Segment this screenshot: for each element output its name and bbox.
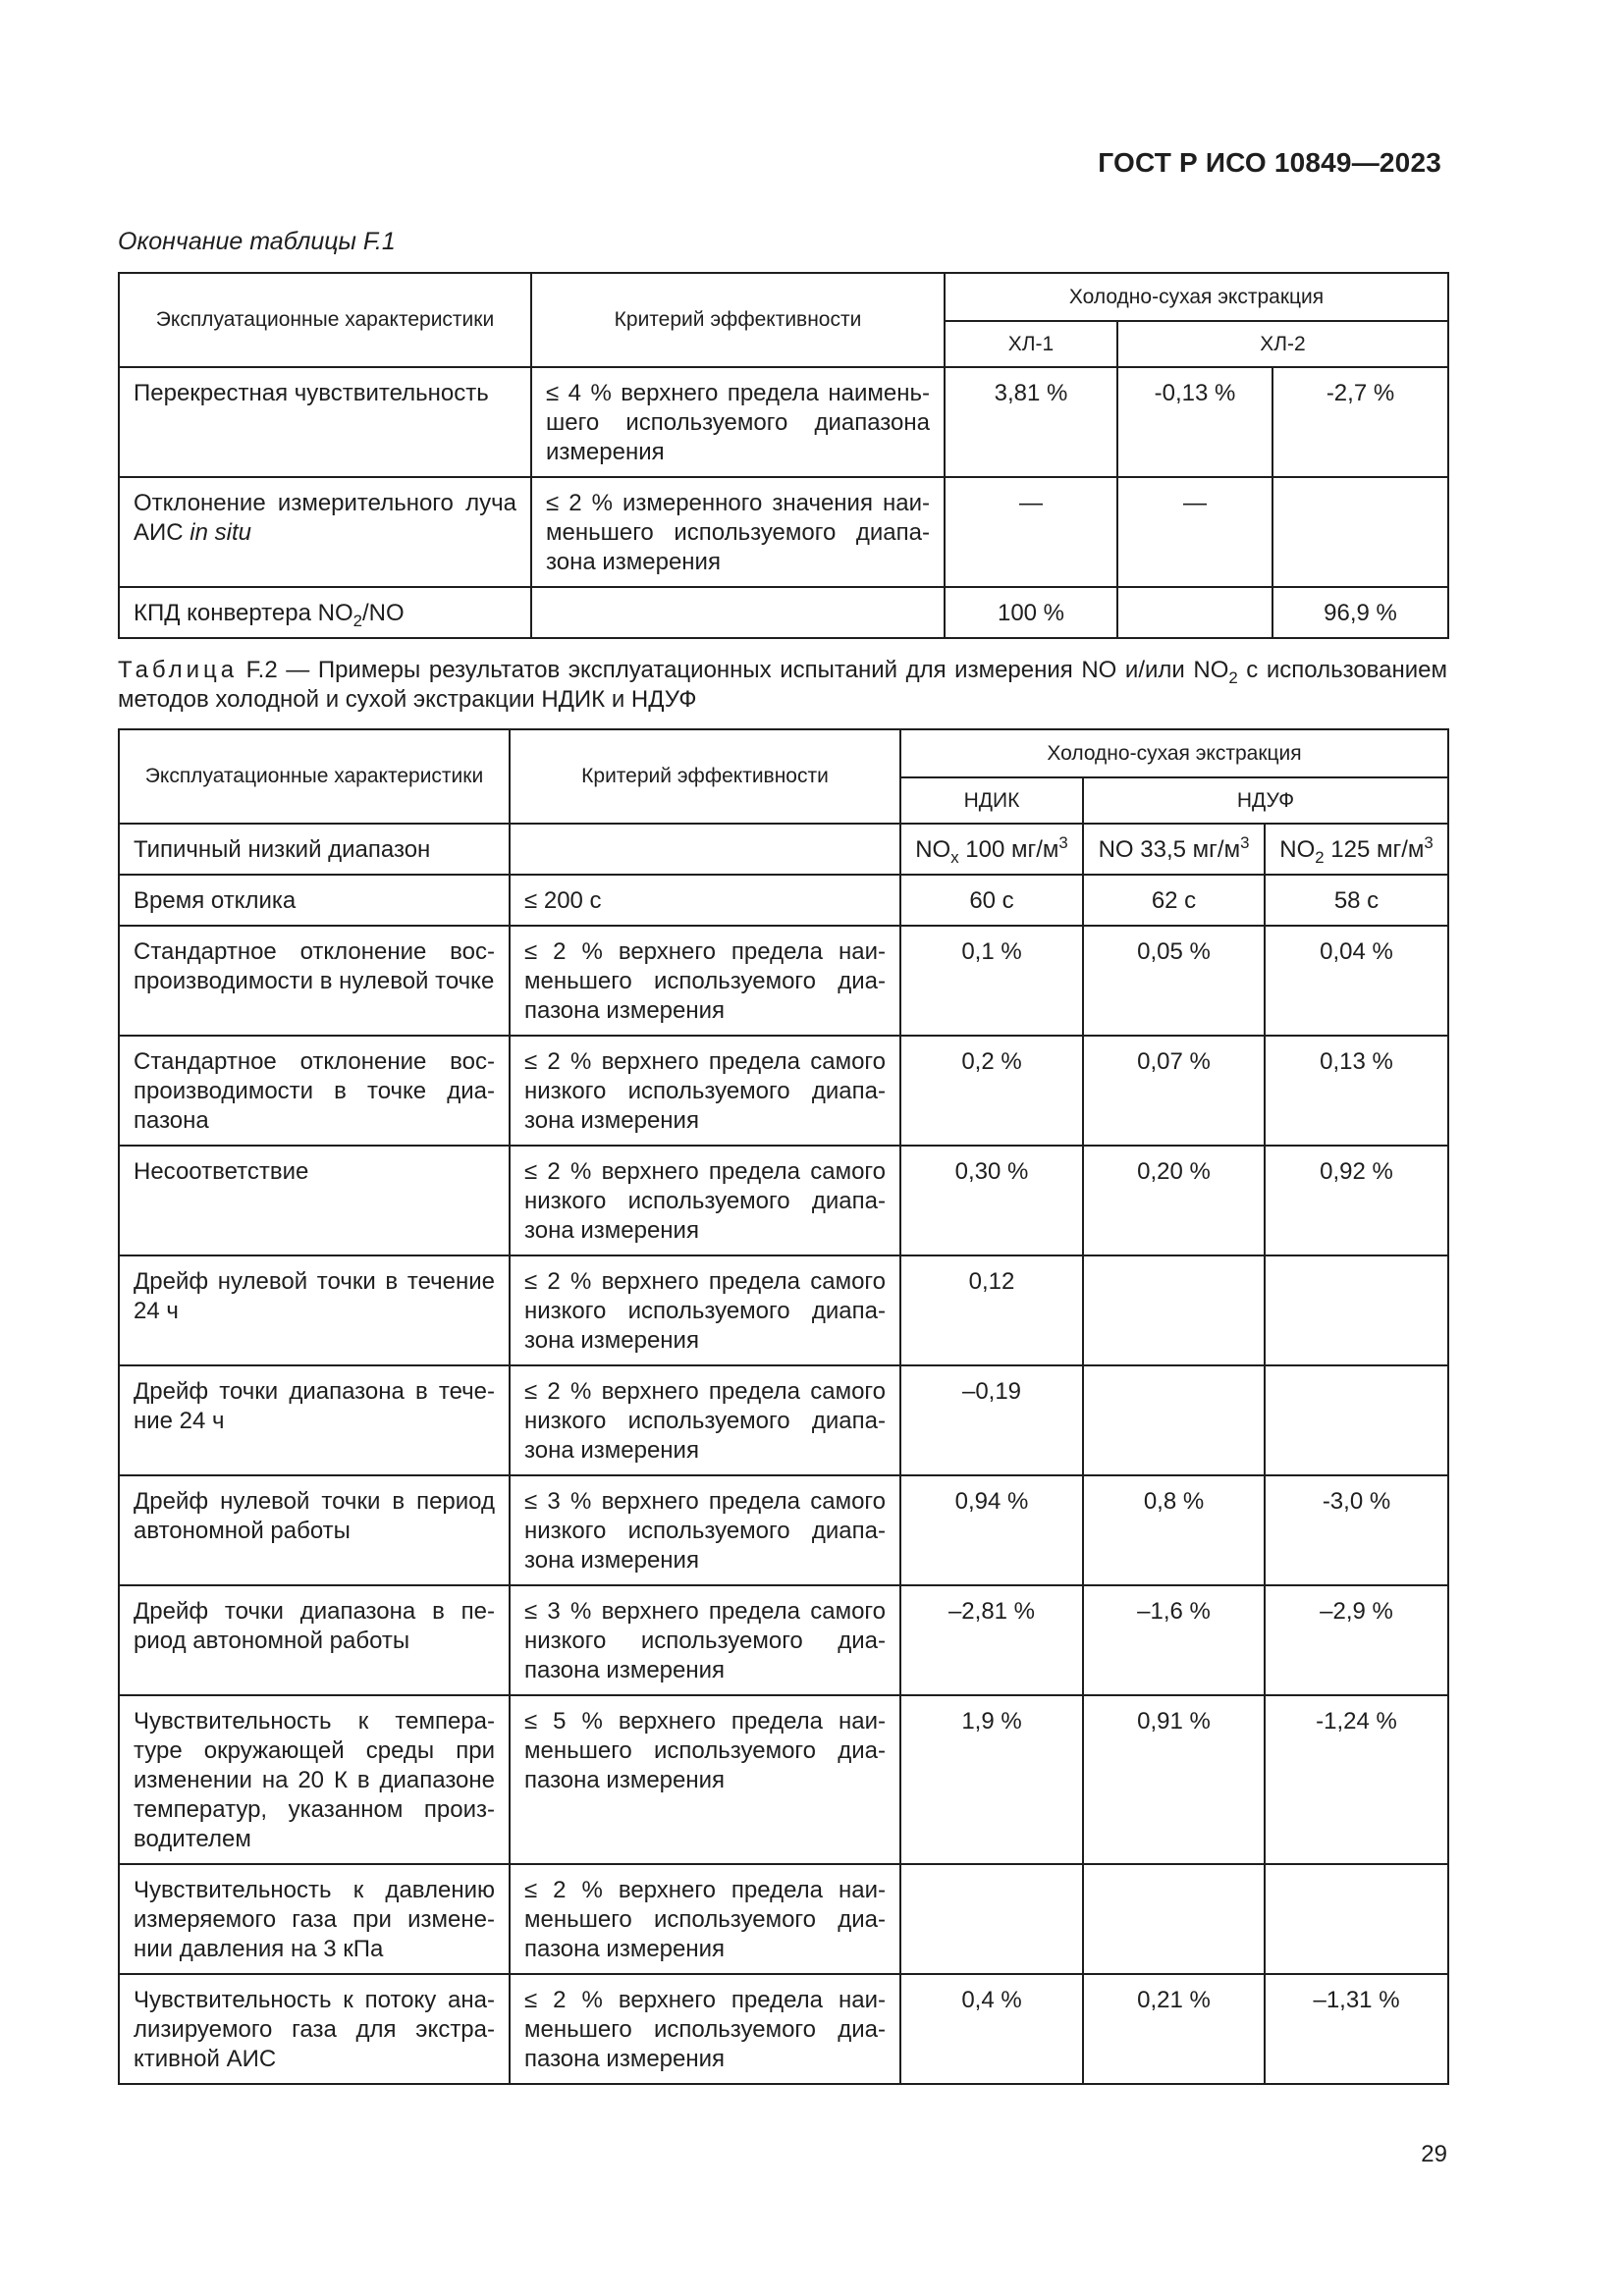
row-name: Несоответствие [119, 1146, 510, 1255]
row-value: -1,24 % [1265, 1695, 1448, 1864]
row-value: 0,94 % [900, 1475, 1083, 1585]
header-sub1: НДИК [900, 777, 1083, 824]
row-criterion [510, 824, 900, 875]
table-row [119, 1695, 1448, 1864]
row-value: 0,07 % [1083, 1036, 1265, 1146]
row-criterion: ≤ 4 % верхнего предела наименьшего используемого диапазона измерения [531, 367, 945, 477]
table-row [119, 926, 1448, 1036]
row-value: 0,12 [900, 1255, 1083, 1365]
row-value [1117, 587, 1272, 638]
row-value [1265, 1365, 1448, 1475]
row-value: 58 с [1265, 875, 1448, 926]
row-value: 0,92 % [1265, 1146, 1448, 1255]
table-f2-caption: Таблица F.2 — Примеры результатов эксплуатационных испытаний для измерения NO и/или $NO_2$ с использованием методов холодной и сухой экстракции НДИК и НДУФ [118, 657, 1448, 713]
row-value [1083, 1864, 1265, 1974]
row-value: –2,9 % [1265, 1585, 1448, 1695]
row-name: Чувствительность к температуре окружающей среды при изменении на 20 К в диапазоне температур, указанном производителем [119, 1695, 510, 1864]
row-criterion: ≤ 2 % верхнего предела самого низкого используемого диапазона измерения [510, 1255, 900, 1365]
row-value [1083, 1365, 1265, 1475]
row-criterion: ≤ 2 % верхнего предела наименьшего используемого диапазона измерения [510, 926, 900, 1036]
row-criterion: ≤ 2 % верхнего предела самого низкого используемого диапазона измерения [510, 1036, 900, 1146]
row-value: 0,21 % [1083, 1974, 1265, 2084]
page-number: 29 [1421, 2141, 1447, 2167]
table-f2 [118, 728, 1449, 2085]
row-name: Перекрестная чувствительность [119, 367, 531, 477]
row-value: 0,04 % [1265, 926, 1448, 1036]
row-name: КПД конвертера $NO_2/NO$ [119, 587, 531, 638]
table-row [119, 1365, 1448, 1475]
header-sub1: ХЛ-1 [945, 321, 1117, 367]
table-row [119, 367, 1448, 477]
row-value: $NO_2$ 125 $мг/м^3$ [1265, 824, 1448, 875]
header-criterion: Критерий эффективности [510, 729, 900, 824]
row-criterion: ≤ 3 % верхнего предела самого низкого используемого диапазона измерения [510, 1585, 900, 1695]
row-value: 0,30 % [900, 1146, 1083, 1255]
row-value [1272, 477, 1448, 587]
table-row [119, 477, 1448, 587]
row-criterion: ≤ 5 % верхнего предела наименьшего используемого диапазона измерения [510, 1695, 900, 1864]
row-value: –1,31 % [1265, 1974, 1448, 2084]
row-value: 0,8 % [1083, 1475, 1265, 1585]
row-value [1265, 1864, 1448, 1974]
header-group: Холодно-сухая экстракция [945, 273, 1448, 321]
row-value: 0,13 % [1265, 1036, 1448, 1146]
row-name: Дрейф точки диапазона в период автономной работы [119, 1585, 510, 1695]
table-row [119, 1146, 1448, 1255]
row-criterion: ≤ 2 % верхнего предела самого низкого используемого диапазона измерения [510, 1146, 900, 1255]
row-value: 0,1 % [900, 926, 1083, 1036]
row-criterion: ≤ 2 % измеренного значения наименьшего используемого диапазона измерения [531, 477, 945, 587]
row-value: — [945, 477, 1117, 587]
row-value: 0,20 % [1083, 1146, 1265, 1255]
row-name: Время отклика [119, 875, 510, 926]
row-criterion: ≤ 200 с [510, 875, 900, 926]
row-name: Чувствительность к потоку анализируемого газа для экстрактивной АИС [119, 1974, 510, 2084]
header-sub2: НДУФ [1083, 777, 1448, 824]
table-row [119, 824, 1448, 875]
row-value [900, 1864, 1083, 1974]
row-name: Дрейф нулевой точки в течение 24 ч [119, 1255, 510, 1365]
table-row [119, 875, 1448, 926]
row-name: Стандартное отклонение воспроизводимости в нулевой точке [119, 926, 510, 1036]
table-row [119, 1255, 1448, 1365]
header-group: Холодно-сухая экстракция [900, 729, 1448, 777]
table-row [119, 1974, 1448, 2084]
header-criterion: Критерий эффективности [531, 273, 945, 367]
row-value: 96,9 % [1272, 587, 1448, 638]
row-value: -2,7 % [1272, 367, 1448, 477]
table-f1-end [118, 272, 1449, 639]
header-characteristics: Эксплуатационные характеристики [119, 729, 510, 824]
row-value: NO 33,5 $мг/м^3$ [1083, 824, 1265, 875]
table-row [119, 1036, 1448, 1146]
row-name: Чувствительность к давлению измеряемого газа при изменении давления на 3 кПа [119, 1864, 510, 1974]
row-value: 3,81 % [945, 367, 1117, 477]
row-criterion: ≤ 2 % верхнего предела наименьшего используемого диапазона измерения [510, 1864, 900, 1974]
row-name: Отклонение измерительного луча АИС in situ [119, 477, 531, 587]
row-value: 1,9 % [900, 1695, 1083, 1864]
row-value [1083, 1255, 1265, 1365]
row-value: 100 % [945, 587, 1117, 638]
row-value: 0,91 % [1083, 1695, 1265, 1864]
table-continuation-label: Окончание таблицы F.1 [118, 228, 396, 255]
row-value: –1,6 % [1083, 1585, 1265, 1695]
table-row [119, 1864, 1448, 1974]
table-row [119, 1585, 1448, 1695]
row-value: 0,05 % [1083, 926, 1265, 1036]
row-value [1265, 1255, 1448, 1365]
table-row [119, 587, 1448, 638]
header-sub2: ХЛ-2 [1117, 321, 1448, 367]
header-characteristics: Эксплуатационные характеристики [119, 273, 531, 367]
row-name: Типичный низкий диапазон [119, 824, 510, 875]
row-criterion: ≤ 3 % верхнего предела самого низкого используемого диапазона измерения [510, 1475, 900, 1585]
table-row [119, 1475, 1448, 1585]
row-value: 0,4 % [900, 1974, 1083, 2084]
row-value: -3,0 % [1265, 1475, 1448, 1585]
row-value: 62 с [1083, 875, 1265, 926]
row-name: Дрейф нулевой точки в период автономной работы [119, 1475, 510, 1585]
row-criterion: ≤ 2 % верхнего предела наименьшего используемого диапазона измерения [510, 1974, 900, 2084]
row-value: –2,81 % [900, 1585, 1083, 1695]
row-name: Стандартное отклонение воспроизводимости в точке диапазона [119, 1036, 510, 1146]
row-name: Дрейф точки диапазона в течение 24 ч [119, 1365, 510, 1475]
row-value: 0,2 % [900, 1036, 1083, 1146]
document-code: ГОСТ Р ИСО 10849—2023 [1098, 147, 1441, 178]
row-value: 60 с [900, 875, 1083, 926]
row-criterion [531, 587, 945, 638]
row-value: $NO_x$ 100 $мг/м^3$ [900, 824, 1083, 875]
row-value: — [1117, 477, 1272, 587]
row-criterion: ≤ 2 % верхнего предела самого низкого используемого диапазона измерения [510, 1365, 900, 1475]
row-value: -0,13 % [1117, 367, 1272, 477]
row-value: –0,19 [900, 1365, 1083, 1475]
